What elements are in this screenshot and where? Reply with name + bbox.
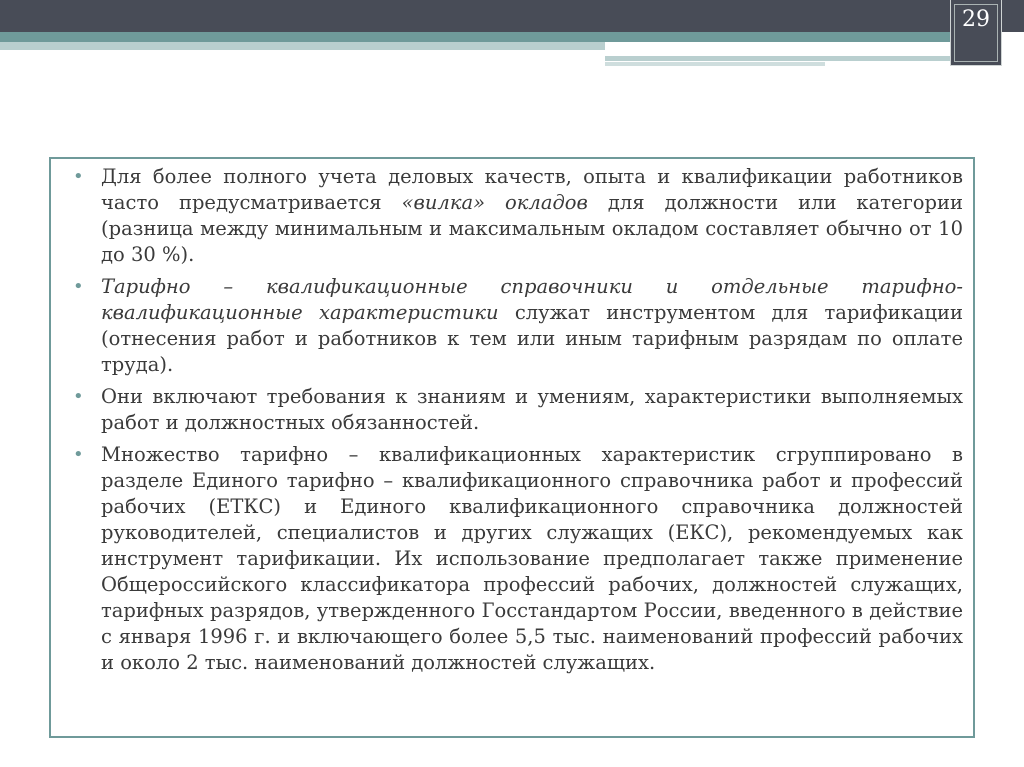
- bullet-item: [73, 274, 963, 378]
- bullet-text: Они включают требования к знаниям и умениям, характеристики выполняемых работ и должностных обязанностей.: [101, 385, 963, 434]
- header-accent-strip-light: [0, 42, 605, 50]
- bullet-item: [73, 442, 963, 676]
- bullet-text: Для более полного учета деловых качеств, опыта и квалификации работников часто предусматривается: [101, 165, 963, 214]
- bullet-item: [73, 384, 963, 436]
- page-number: 29: [962, 7, 990, 32]
- bullet-text: служат инструментом для тарификации (отнесения работ и работников к тем или иным тарифным разрядам по оплате труда).: [101, 301, 964, 376]
- bullet-item: [73, 164, 963, 268]
- bullet-list: [73, 164, 963, 682]
- header-accent-line-thin: [605, 62, 825, 66]
- bullet-icon: •: [73, 444, 84, 465]
- bullet-icon: •: [73, 386, 84, 407]
- bullet-text-italic: Тарифно – квалификационные справочники и отдельные тарифно-квалификационные характеристики: [101, 275, 963, 324]
- bullet-icon: •: [73, 166, 84, 187]
- bullet-icon: •: [73, 276, 84, 297]
- bullet-text-italic: «вилка» окладов: [401, 191, 588, 214]
- bullet-text: для должности или категории (разница между минимальным и максимальным окладом составляет обычно от 10 до 30 %).: [101, 191, 964, 266]
- header-band: [0, 0, 1024, 32]
- bullet-text: Множество тарифно – квалификационных характеристик сгруппировано в разделе Единого тарифно – квалификационного справочника работ и профессий рабочих (ЕТКС) и Единого квалификационного справочника должностей руководителей, специалистов и других служащих (ЕКС), рекомендуемых как инструмент тарификации. Их использование предполагает также применение Общероссийского классификатора профессий рабочих, должностей служащих, тарифных разрядов, утвержденного Госстандартом России, введенного в действие с января 1996 г. и включающего более 5,5 тыс. наименований профессий рабочих и около 2 тыс. наименований должностей служащих.: [101, 443, 963, 674]
- header-accent-line: [605, 56, 950, 61]
- header-accent-strip: [0, 32, 1000, 42]
